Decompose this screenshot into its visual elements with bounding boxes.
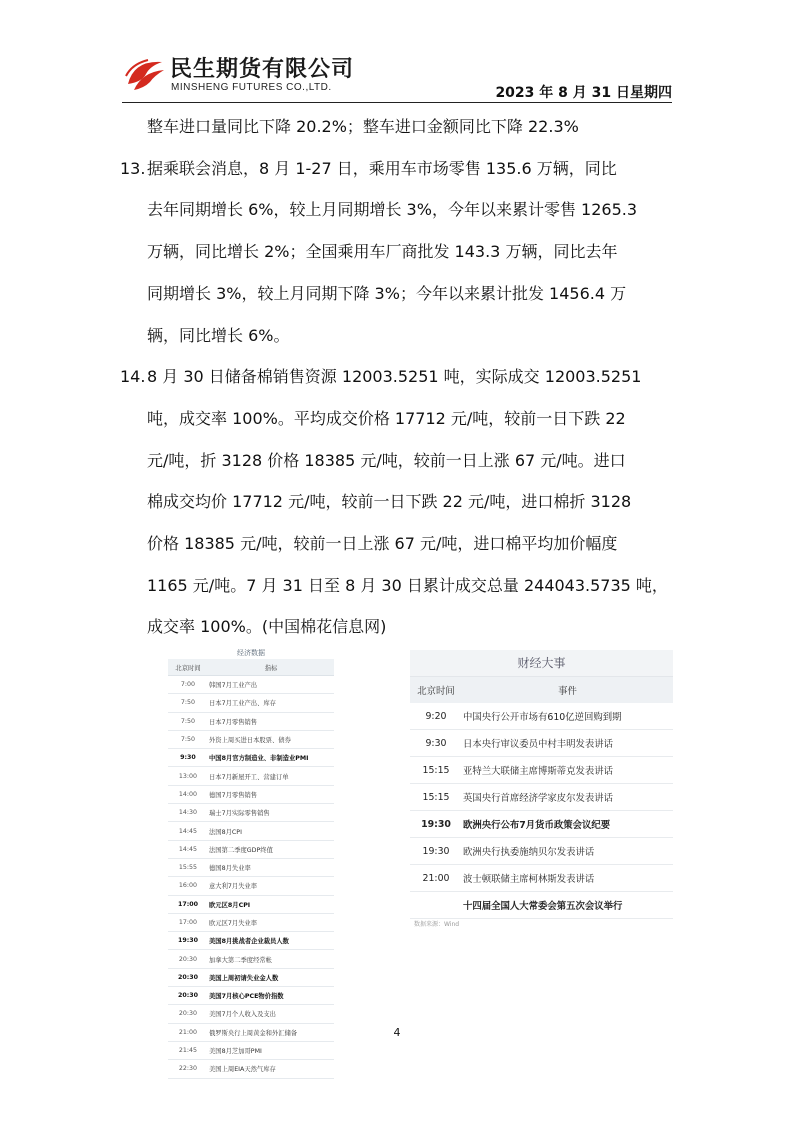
financial-events-rows (410, 703, 673, 919)
row-time: 21:45 (168, 1041, 208, 1059)
text-line: 价格 18385 元/吨，较前一日上涨 67 元/吨，进口棉平均加价幅度 (147, 534, 618, 554)
row-text: 欧元区7月失业率 (208, 913, 334, 931)
item-number: 13. (120, 158, 146, 178)
row-time: 14:00 (168, 785, 208, 803)
row-time: 20:30 (168, 987, 208, 1005)
table-row (168, 1005, 334, 1023)
header-divider (122, 102, 672, 103)
row-time: 19:30 (410, 811, 462, 838)
row-text: 外资上周买进日本股票、债券 (208, 730, 334, 748)
financial-events-table (410, 677, 673, 919)
row-time: 7:50 (168, 730, 208, 748)
row-time: 7:50 (168, 712, 208, 730)
text-line: 吨，成交率 100%。平均成交价格 17712 元/吨，较前一日下跌 22 (147, 408, 626, 428)
minsheng-logo-icon (124, 54, 168, 94)
row-text: 意大利7月失业率 (208, 877, 334, 895)
text-line: 8 月 30 日储备棉销售资源 12003.5251 吨，实际成交 12003.5251 (147, 367, 642, 387)
row-text: 日本央行审议委员中村丰明发表讲话 (462, 730, 673, 757)
economic-data-table-image (168, 647, 334, 1074)
table-row (168, 749, 334, 767)
table-row (168, 950, 334, 968)
table-row (168, 804, 334, 822)
table-row (168, 712, 334, 730)
row-text: 法国第二季度GDP终值 (208, 840, 334, 858)
row-text: 波士顿联储主席柯林斯发表讲话 (462, 865, 673, 892)
table-row (410, 703, 673, 730)
page-number: 4 (393, 1026, 401, 1039)
row-text: 德国8月失业率 (208, 858, 334, 876)
row-text: 中国8月官方制造业、非制造业PMI (208, 749, 334, 767)
economic-data-title: 经济数据 (237, 649, 265, 657)
text-line: 元/吨，折 3128 价格 18385 元/吨，较前一日上涨 67 元/吨。进口 (147, 450, 626, 470)
row-text: 日本7月零售销售 (208, 712, 334, 730)
row-time: 20:30 (168, 1005, 208, 1023)
data-source-note: 数据来源：Wind (414, 921, 460, 928)
row-time: 15:55 (168, 858, 208, 876)
row-time: 17:00 (168, 913, 208, 931)
row-time: 21:00 (168, 1023, 208, 1041)
row-time: 9:20 (410, 703, 462, 730)
table-row (168, 968, 334, 986)
table-row (410, 838, 673, 865)
financial-events-title: 财经大事 (410, 650, 673, 677)
column-header-event: 事件 (462, 677, 673, 703)
table-row (168, 785, 334, 803)
row-text: 欧洲央行执委施纳贝尔发表讲话 (462, 838, 673, 865)
row-text: 美国上周EIA天然气库存 (208, 1060, 334, 1078)
row-time: 22:30 (168, 1060, 208, 1078)
news-item-13 (120, 148, 676, 357)
row-text: 美国8月挑战者企业裁员人数 (208, 932, 334, 950)
table-row (168, 840, 334, 858)
logo-chinese-name: 民生期货有限公司 (170, 57, 355, 82)
column-header-time: 北京时间 (410, 677, 462, 703)
text-line: 辆，同比增长 6%。 (147, 325, 290, 345)
row-text: 美国7月个人收入及支出 (208, 1005, 334, 1023)
text-line: 去年同期增长 6%，较上月同期增长 3%，今年以来累计零售 1265.3 (147, 200, 638, 220)
economic-data-table (168, 659, 334, 1079)
table-row (168, 987, 334, 1005)
row-time: 19:30 (168, 932, 208, 950)
table-row (168, 767, 334, 785)
row-text: 欧洲央行公布7月货币政策会议纪要 (462, 811, 673, 838)
text-line: 成交率 100%。(中国棉花信息网) (147, 617, 387, 637)
financial-events-table-image (410, 650, 673, 928)
row-time: 13:00 (168, 767, 208, 785)
row-time: 14:45 (168, 822, 208, 840)
logo-english-name: MINSHENG FUTURES CO.,LTD. (171, 82, 332, 93)
text-line: 同期增长 3%，较上月同期下降 3%；今年以来累计批发 1456.4 万 (147, 283, 627, 303)
table-row (168, 877, 334, 895)
text-line: 棉成交均价 17712 元/吨，较前一日下跌 22 元/吨，进口棉折 3128 (147, 492, 632, 512)
row-time: 15:15 (410, 757, 462, 784)
row-text: 美国7月核心PCE物价指数 (208, 987, 334, 1005)
table-row (168, 676, 334, 694)
item-number: 14. (120, 367, 146, 387)
table-row (410, 784, 673, 811)
row-text: 英国央行首席经济学家皮尔发表讲话 (462, 784, 673, 811)
table-row (410, 892, 673, 919)
row-text: 韩国7月工业产出 (208, 676, 334, 694)
row-text: 俄罗斯央行上周黄金和外汇储备 (208, 1023, 334, 1041)
row-time: 9:30 (410, 730, 462, 757)
row-time: 21:00 (410, 865, 462, 892)
row-time: 15:15 (410, 784, 462, 811)
text-line: 据乘联会消息，8 月 1-27 日，乘用车市场零售 135.6 万辆，同比 (147, 158, 617, 178)
table-row (168, 895, 334, 913)
column-header-indicator: 指标 (208, 659, 334, 676)
text-line: 万辆，同比增长 2%；全国乘用车厂商批发 143.3 万辆，同比去年 (147, 242, 618, 262)
row-text: 德国7月零售销售 (208, 785, 334, 803)
table-row (410, 757, 673, 784)
text-line: 1165 元/吨。7 月 31 日至 8 月 30 日累计成交总量 244043.5735 吨， (147, 575, 668, 595)
table-row (168, 694, 334, 712)
row-time: 14:30 (168, 804, 208, 822)
body-text (120, 106, 676, 648)
table-row (410, 811, 673, 838)
continuation-paragraph: 整车进口量同比下降 20.2%；整车进口金额同比下降 22.3% (147, 117, 579, 136)
table-row (168, 1041, 334, 1059)
table-row (410, 865, 673, 892)
row-time: 9:30 (168, 749, 208, 767)
row-text: 日本7月新屋开工、营建订单 (208, 767, 334, 785)
table-row (168, 858, 334, 876)
row-time: 20:30 (168, 968, 208, 986)
row-time: 20:30 (168, 950, 208, 968)
row-time: 7:00 (168, 676, 208, 694)
table-row (168, 822, 334, 840)
row-text: 美国上周初请失业金人数 (208, 968, 334, 986)
row-time (410, 892, 462, 919)
row-text: 瑞士7月实际零售销售 (208, 804, 334, 822)
row-text: 美国8月芝加哥PMI (208, 1041, 334, 1059)
row-time: 14:45 (168, 840, 208, 858)
row-text: 欧元区8月CPI (208, 895, 334, 913)
news-item-14 (120, 356, 676, 648)
row-text: 加拿大第二季度经常帐 (208, 950, 334, 968)
economic-data-rows (168, 676, 334, 1079)
table-row (168, 1060, 334, 1078)
table-row (168, 913, 334, 931)
table-row (168, 932, 334, 950)
row-text: 亚特兰大联储主席博斯蒂克发表讲话 (462, 757, 673, 784)
column-header-time: 北京时间 (168, 659, 208, 676)
row-text: 日本7月工业产出、库存 (208, 694, 334, 712)
table-row (168, 730, 334, 748)
row-time: 7:50 (168, 694, 208, 712)
row-text: 十四届全国人大常委会第五次会议举行 (462, 892, 673, 919)
row-time: 17:00 (168, 895, 208, 913)
company-logo (124, 52, 374, 100)
row-time: 19:30 (410, 838, 462, 865)
row-text: 法国8月CPI (208, 822, 334, 840)
report-date: 2023 年 8 月 31 日星期四 (495, 85, 672, 101)
row-time: 16:00 (168, 877, 208, 895)
table-row (410, 730, 673, 757)
row-text: 中国央行公开市场有610亿逆回购到期 (462, 703, 673, 730)
